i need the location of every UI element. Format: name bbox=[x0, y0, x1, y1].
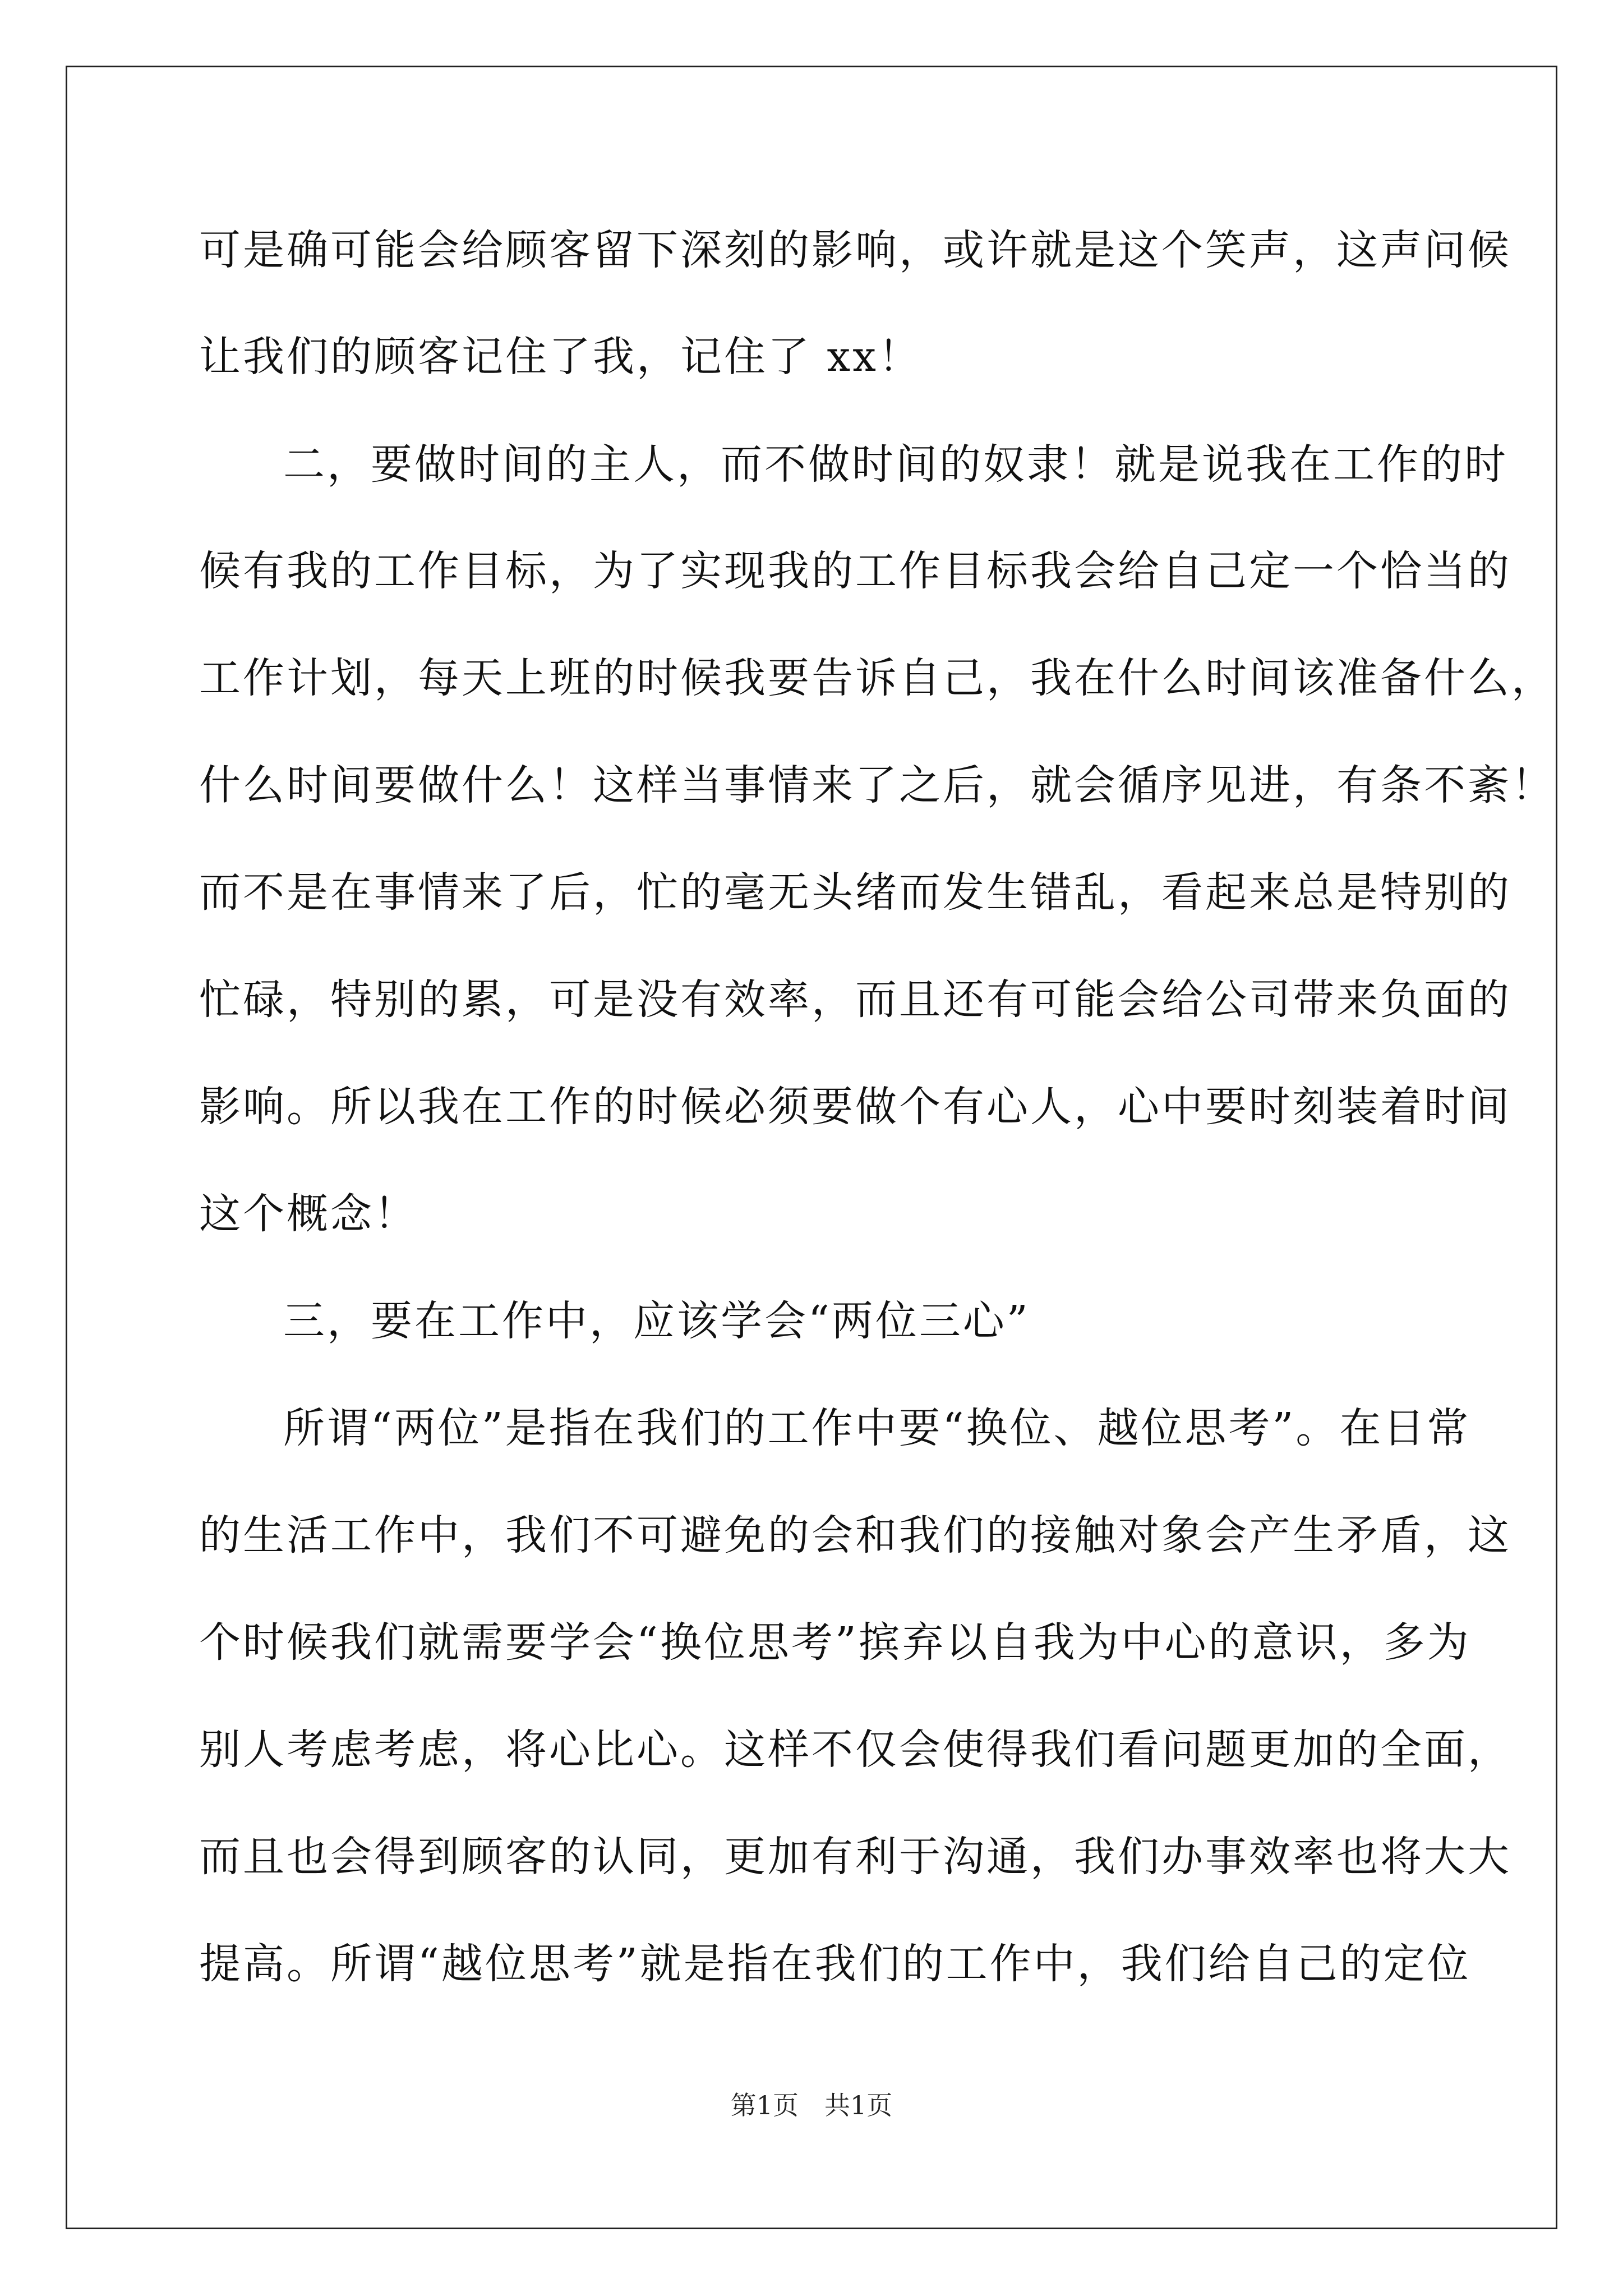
text-line-16: 而且也会得到顾客的认同，更加有利于沟通，我们办事效率也将大大 bbox=[199, 1833, 1511, 1881]
text-line-14: 个时候我们就需要学会“换位思考”摈弃以自我为中心的意识，多为 bbox=[199, 1618, 1471, 1667]
text-line-8: 忙碌，特别的累，可是没有效率，而且还有可能会给公司带来负面的 bbox=[199, 976, 1511, 1024]
text-line-5: 工作计划，每天上班的时候我要告诉自己，我在什么时间该准备什么， bbox=[199, 654, 1555, 702]
text-line-2: 让我们的顾客记住了我，记住了 xx！ bbox=[199, 333, 922, 381]
page-border bbox=[66, 66, 1557, 2229]
page-footer: 第1页 共1页 bbox=[730, 2090, 893, 2120]
text-line-17: 提高。所谓“越位思考”就是指在我们的工作中，我们给自己的定位 bbox=[199, 1940, 1471, 1988]
text-line-6: 什么时间要做什么！这样当事情来了之后，就会循序见进，有条不紊！ bbox=[199, 761, 1555, 809]
text-line-13: 的生活工作中，我们不可避免的会和我们的接触对象会产生矛盾，这 bbox=[199, 1511, 1511, 1559]
text-line-7: 而不是在事情来了后，忙的毫无头绪而发生错乱，看起来总是特别的 bbox=[199, 868, 1511, 917]
text-line-4: 候有我的工作目标，为了实现我的工作目标我会给自己定一个恰当的 bbox=[199, 547, 1511, 595]
text-line-15: 别人考虑考虑，将心比心。这样不仅会使得我们看问题更加的全面， bbox=[199, 1726, 1511, 1774]
text-line-9: 影响。所以我在工作的时候必须要做个有心人，心中要时刻装着时间 bbox=[199, 1083, 1511, 1131]
text-line-1: 可是确可能会给顾客留下深刻的影响，或许就是这个笑声，这声问候 bbox=[199, 226, 1511, 274]
text-line-12: 所谓“两位”是指在我们的工作中要“换位、越位思考”。在日常 bbox=[283, 1404, 1471, 1452]
text-line-3: 二，要做时间的主人，而不做时间的奴隶！就是说我在工作的时 bbox=[283, 440, 1508, 489]
text-line-10: 这个概念！ bbox=[199, 1190, 418, 1238]
text-line-11: 三，要在工作中，应该学会“两位三心” bbox=[283, 1297, 1030, 1345]
